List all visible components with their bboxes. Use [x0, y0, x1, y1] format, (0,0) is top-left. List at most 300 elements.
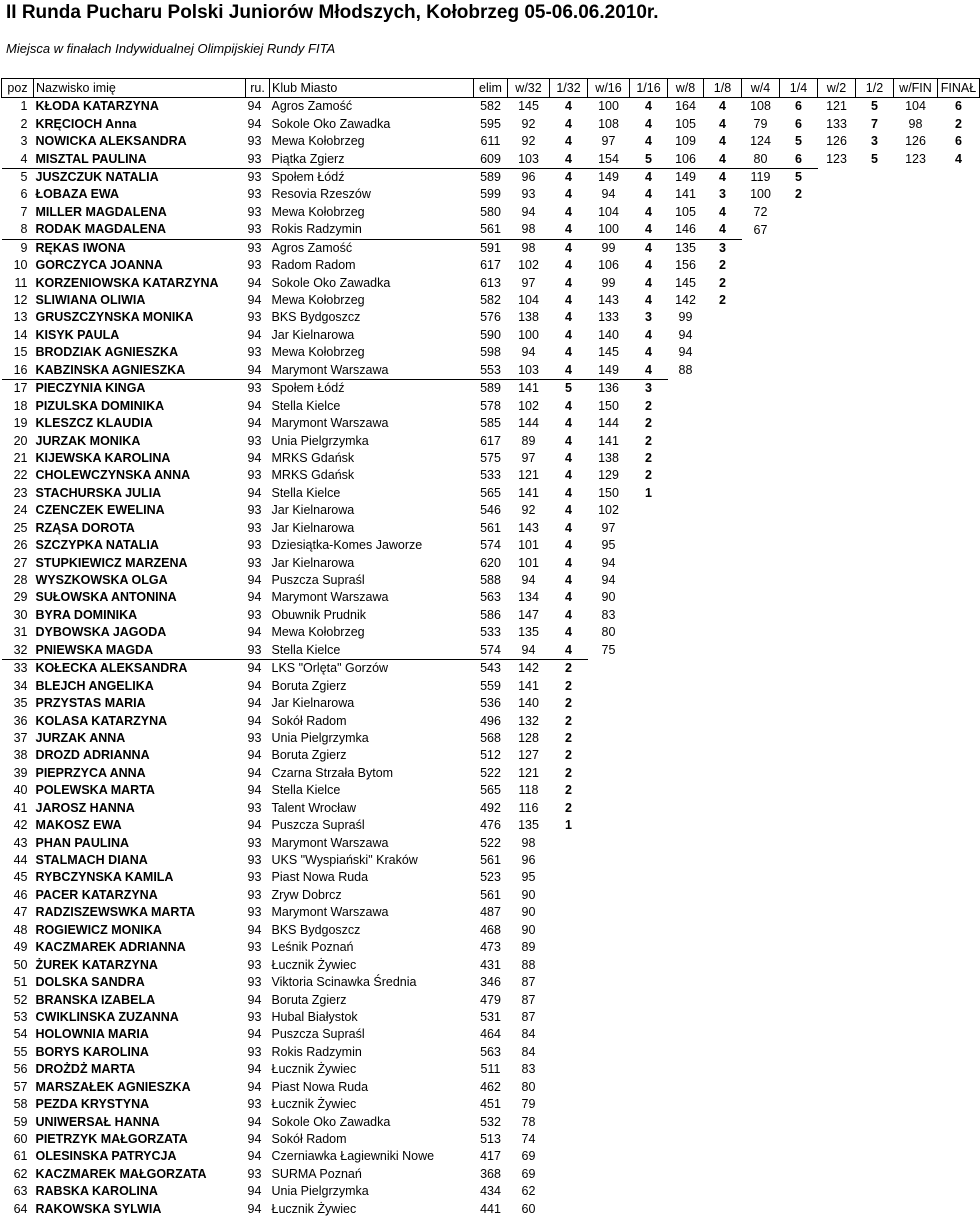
table-row — [2, 817, 980, 834]
table-cell: 620 — [480, 555, 501, 570]
table-cell — [780, 712, 818, 729]
table-row — [2, 904, 980, 921]
table-cell: DROŻDŻ MARTA — [35, 1062, 136, 1077]
table-cell — [894, 677, 938, 694]
table-cell — [704, 869, 742, 886]
table-cell — [780, 991, 818, 1008]
table-cell — [938, 991, 980, 1008]
table-cell: 94 — [247, 922, 262, 937]
table-cell — [856, 782, 894, 799]
table-cell — [668, 1113, 704, 1130]
table-cell — [630, 642, 668, 660]
table-row — [2, 730, 980, 747]
table-cell: 10 — [13, 258, 28, 273]
table-cell — [856, 1113, 894, 1130]
table-cell: 3 — [20, 134, 28, 149]
table-cell — [856, 520, 894, 537]
table-cell — [938, 817, 980, 834]
table-cell: 4 — [565, 116, 572, 131]
table-cell — [704, 765, 742, 782]
table-cell: WYSZKOWSKA OLGA — [35, 573, 168, 588]
table-cell: 4 — [645, 99, 652, 114]
table-cell: Jar Kielnarowa — [271, 696, 355, 711]
table-cell: 30 — [13, 607, 28, 622]
table-cell — [894, 1131, 938, 1148]
table-cell — [856, 204, 894, 221]
table-cell: 94 — [601, 555, 616, 570]
table-row — [2, 432, 980, 449]
column-header: 1/8 — [704, 79, 742, 98]
table-cell — [894, 765, 938, 782]
table-cell — [742, 695, 780, 712]
table-cell: Łucznik Żywiec — [271, 1201, 357, 1216]
table-cell: 4 — [565, 222, 572, 237]
table-cell — [856, 168, 894, 186]
table-cell: 14 — [13, 327, 28, 342]
table-cell — [818, 1148, 856, 1165]
table-cell — [818, 852, 856, 869]
table-cell — [856, 660, 894, 678]
table-cell — [704, 450, 742, 467]
table-cell: Sokole Oko Zawadka — [271, 275, 391, 290]
page-subtitle: Miejsca w finałach Indywidualnej Olimpijskiej Rundy FITA — [6, 41, 336, 56]
table-cell: 37 — [13, 730, 28, 745]
table-cell: 118 — [518, 783, 539, 798]
table-cell: Viktoria Scinawka Średnia — [271, 975, 417, 990]
table-cell — [550, 922, 588, 939]
table-cell: 100 — [750, 187, 771, 202]
table-cell — [780, 852, 818, 869]
table-row — [2, 642, 980, 660]
table-cell — [550, 1026, 588, 1043]
table-row — [2, 221, 980, 239]
table-cell — [704, 554, 742, 571]
table-cell: 94 — [247, 1201, 262, 1216]
table-cell — [588, 782, 630, 799]
table-cell — [818, 362, 856, 380]
table-cell — [856, 642, 894, 660]
table-cell: 89 — [521, 940, 536, 955]
table-cell — [742, 869, 780, 886]
table-cell: 4 — [565, 520, 572, 535]
table-cell — [818, 956, 856, 973]
table-cell: 108 — [598, 116, 619, 131]
table-cell: 45 — [13, 870, 28, 885]
table-cell: 93 — [247, 870, 262, 885]
table-cell: KIJEWSKA KAROLINA — [35, 450, 171, 465]
table-cell — [780, 677, 818, 694]
table-cell — [742, 607, 780, 624]
table-cell — [856, 432, 894, 449]
table-cell — [668, 939, 704, 956]
table-cell: 93 — [247, 187, 262, 202]
table-cell: 536 — [480, 696, 501, 711]
table-cell: MILLER MAGDALENA — [35, 204, 167, 219]
table-cell: 346 — [480, 975, 501, 990]
table-cell — [588, 834, 630, 851]
table-cell — [938, 257, 980, 274]
table-cell: 586 — [480, 607, 501, 622]
table-cell: 4 — [565, 187, 572, 202]
table-cell — [938, 589, 980, 606]
table-cell: 84 — [521, 1027, 536, 1042]
table-cell — [704, 572, 742, 589]
table-cell: 94 — [247, 1184, 262, 1199]
table-cell: 102 — [518, 258, 539, 273]
table-row — [2, 397, 980, 414]
table-cell: 84 — [521, 1044, 536, 1059]
table-cell: 97 — [601, 134, 616, 149]
table-cell — [588, 1183, 630, 1200]
table-cell: 553 — [480, 362, 501, 377]
table-cell: Rokis Radzymin — [271, 222, 362, 237]
table-cell — [550, 834, 588, 851]
table-row — [2, 887, 980, 904]
table-cell: Boruta Zgierz — [271, 992, 347, 1007]
table-cell — [938, 834, 980, 851]
table-cell: 26 — [13, 538, 28, 553]
table-row — [2, 450, 980, 467]
table-cell: 32 — [13, 642, 28, 657]
table-cell — [818, 589, 856, 606]
table-cell — [704, 502, 742, 519]
table-cell — [894, 1026, 938, 1043]
table-cell: ROGIEWICZ MONIKA — [35, 922, 162, 937]
table-cell — [780, 1026, 818, 1043]
table-cell: Boruta Zgierz — [271, 678, 347, 693]
table-cell: 513 — [480, 1132, 501, 1147]
table-cell — [742, 520, 780, 537]
table-cell: 599 — [480, 187, 501, 202]
table-cell: 561 — [480, 887, 501, 902]
table-row — [2, 380, 980, 398]
table-cell: 34 — [13, 678, 28, 693]
table-cell — [630, 1026, 668, 1043]
table-cell: 7 — [20, 204, 28, 219]
table-cell — [550, 869, 588, 886]
table-cell: 2 — [719, 275, 726, 290]
table-cell: 142 — [508, 660, 550, 678]
table-cell: 150 — [598, 485, 619, 500]
table-cell: 4 — [565, 345, 572, 360]
table-cell — [668, 956, 704, 973]
table-cell: 496 — [480, 713, 501, 728]
table-row — [2, 939, 980, 956]
table-cell — [668, 712, 704, 729]
table-cell — [894, 554, 938, 571]
table-cell: 11 — [14, 275, 28, 290]
table-cell — [780, 554, 818, 571]
table-cell: Piast Nowa Ruda — [271, 1079, 369, 1094]
table-cell: Boruta Zgierz — [271, 748, 347, 763]
column-header: ru. — [246, 79, 270, 98]
table-cell — [780, 1201, 818, 1218]
table-cell — [938, 1061, 980, 1078]
table-cell — [780, 922, 818, 939]
table-cell: 585 — [480, 416, 501, 431]
table-cell — [818, 397, 856, 414]
table-cell: 138 — [598, 450, 619, 465]
table-cell: 2 — [645, 398, 652, 413]
table-cell: 611 — [480, 134, 501, 149]
table-cell — [938, 974, 980, 991]
table-cell: 149 — [668, 168, 704, 186]
table-cell — [780, 309, 818, 326]
table-cell: Mewa Kołobrzeg — [271, 345, 365, 360]
table-cell — [856, 415, 894, 432]
table-cell — [938, 852, 980, 869]
table-cell: 31 — [13, 625, 28, 640]
table-cell: 434 — [480, 1184, 501, 1199]
table-cell: 23 — [13, 485, 28, 500]
table-cell — [704, 344, 742, 361]
table-cell — [668, 1148, 704, 1165]
table-cell — [742, 415, 780, 432]
table-cell — [742, 1166, 780, 1183]
table-cell: 4 — [719, 134, 726, 149]
table-cell — [856, 1201, 894, 1218]
table-cell: 134 — [518, 590, 539, 605]
table-cell — [704, 887, 742, 904]
column-header: 1/4 — [780, 79, 818, 98]
table-cell: 559 — [480, 678, 501, 693]
table-cell — [856, 607, 894, 624]
table-cell: STUPKIEWICZ MARZENA — [35, 555, 188, 570]
table-cell — [704, 1026, 742, 1043]
table-cell — [742, 292, 780, 309]
table-cell — [938, 1026, 980, 1043]
table-cell — [818, 922, 856, 939]
table-cell — [742, 589, 780, 606]
table-cell: 4 — [704, 168, 742, 186]
table-cell: 4 — [565, 204, 572, 219]
table-cell — [668, 834, 704, 851]
table-cell: 94 — [247, 327, 262, 342]
table-cell: 78 — [521, 1114, 536, 1129]
table-cell: Puszcza Supraśl — [271, 1027, 365, 1042]
table-cell — [588, 956, 630, 973]
table-cell — [668, 747, 704, 764]
table-cell: 25 — [13, 520, 28, 535]
table-cell — [742, 1044, 780, 1061]
table-cell: 22 — [13, 468, 28, 483]
table-cell: Marymont Warszawa — [271, 905, 389, 920]
table-cell — [938, 712, 980, 729]
table-cell: 98 — [908, 116, 923, 131]
table-cell — [938, 782, 980, 799]
table-cell — [856, 852, 894, 869]
table-cell — [742, 1113, 780, 1130]
table-cell — [856, 572, 894, 589]
table-cell — [704, 956, 742, 973]
table-cell — [894, 1009, 938, 1026]
table-cell — [704, 485, 742, 502]
table-cell — [856, 485, 894, 502]
table-cell — [894, 730, 938, 747]
table-cell — [704, 834, 742, 851]
table-cell — [704, 1148, 742, 1165]
table-cell — [668, 624, 704, 641]
table-cell — [742, 834, 780, 851]
table-cell — [704, 695, 742, 712]
table-cell — [894, 642, 938, 660]
table-cell: 578 — [480, 398, 501, 413]
table-cell — [894, 922, 938, 939]
table-cell: 561 — [480, 222, 501, 237]
table-cell — [588, 991, 630, 1008]
column-header: 1/32 — [550, 79, 588, 98]
table-cell: 533 — [480, 468, 501, 483]
table-cell: 5 — [795, 134, 802, 149]
table-cell: 145 — [598, 345, 619, 360]
table-cell: 49 — [13, 940, 28, 955]
table-cell: 6 — [795, 116, 802, 131]
table-cell: 613 — [480, 275, 501, 290]
table-cell — [630, 1131, 668, 1148]
table-cell: 94 — [247, 99, 262, 114]
table-cell — [588, 1044, 630, 1061]
table-cell — [588, 974, 630, 991]
table-cell: 94 — [247, 1132, 262, 1147]
table-cell — [630, 607, 668, 624]
table-cell: 142 — [675, 293, 696, 308]
table-cell — [742, 887, 780, 904]
table-cell: MISZTAL PAULINA — [35, 151, 147, 166]
table-cell: 141 — [675, 187, 696, 202]
table-cell: Jar Kielnarowa — [271, 327, 355, 342]
table-cell: 574 — [480, 642, 501, 657]
table-cell — [780, 327, 818, 344]
table-cell: 417 — [480, 1149, 501, 1164]
table-cell: 468 — [480, 922, 501, 937]
table-cell: 94 — [247, 992, 262, 1007]
table-row — [2, 485, 980, 502]
table-cell — [818, 432, 856, 449]
table-cell: Mewa Kołobrzeg — [271, 204, 365, 219]
table-cell — [938, 624, 980, 641]
table-cell — [630, 520, 668, 537]
table-cell: 40 — [13, 783, 28, 798]
table-cell: 4 — [645, 258, 652, 273]
table-cell: 80 — [521, 1079, 536, 1094]
table-cell: 42 — [13, 818, 28, 833]
table-cell — [668, 450, 704, 467]
table-cell — [938, 415, 980, 432]
table-cell — [818, 1201, 856, 1218]
table-cell — [630, 817, 668, 834]
table-cell: 47 — [13, 905, 28, 920]
table-cell: 56 — [13, 1062, 28, 1077]
table-cell — [856, 380, 894, 398]
table-cell — [856, 1044, 894, 1061]
table-cell: 123 — [905, 151, 926, 166]
table-cell: PIECZYNIA KINGA — [34, 380, 246, 398]
table-cell: 92 — [521, 503, 536, 518]
table-cell: 2 — [565, 713, 572, 728]
table-cell — [630, 1166, 668, 1183]
table-cell — [704, 939, 742, 956]
table-cell — [938, 1009, 980, 1026]
table-cell: 582 — [480, 99, 501, 114]
table-cell — [818, 554, 856, 571]
table-cell: 94 — [521, 573, 536, 588]
table-cell — [856, 257, 894, 274]
table-cell: 24 — [13, 503, 28, 518]
table-cell — [742, 991, 780, 1008]
table-cell: 93 — [247, 503, 262, 518]
column-header: FINAŁ — [938, 79, 980, 98]
table-cell — [742, 537, 780, 554]
table-row — [2, 362, 980, 380]
table-cell — [856, 1079, 894, 1096]
table-cell — [704, 607, 742, 624]
table-cell — [742, 1148, 780, 1165]
table-cell — [780, 834, 818, 851]
table-cell: 121 — [518, 468, 539, 483]
table-cell: MARSZAŁEK AGNIESZKA — [35, 1079, 191, 1094]
table-row — [2, 624, 980, 641]
table-cell: 93 — [247, 1166, 262, 1181]
table-cell: Mewa Kołobrzeg — [271, 625, 365, 640]
table-cell: 104 — [518, 293, 539, 308]
table-cell: 135 — [518, 818, 539, 833]
table-row — [2, 186, 980, 203]
table-cell — [630, 1044, 668, 1061]
table-cell — [818, 991, 856, 1008]
table-row — [2, 344, 980, 361]
table-cell — [856, 554, 894, 571]
table-cell — [630, 730, 668, 747]
table-cell — [780, 1044, 818, 1061]
table-cell — [856, 887, 894, 904]
table-cell — [780, 817, 818, 834]
table-cell — [668, 572, 704, 589]
table-cell — [818, 1009, 856, 1026]
table-cell: 94 — [678, 327, 693, 342]
table-cell — [704, 1113, 742, 1130]
table-cell — [780, 485, 818, 502]
table-cell — [856, 730, 894, 747]
table-cell: 15 — [13, 345, 28, 360]
table-row — [2, 1079, 980, 1096]
column-header: elim — [474, 79, 508, 98]
table-cell: 98 — [508, 239, 550, 257]
table-cell: 2 — [565, 800, 572, 815]
table-cell: Sokół Radom — [271, 713, 347, 728]
table-cell: 93 — [247, 222, 262, 237]
table-row — [2, 869, 980, 886]
table-cell — [742, 1079, 780, 1096]
table-cell — [630, 554, 668, 571]
table-cell — [704, 922, 742, 939]
table-cell — [894, 362, 938, 380]
table-cell — [630, 904, 668, 921]
table-cell: 75 — [601, 643, 616, 658]
table-cell — [550, 1061, 588, 1078]
table-cell — [742, 239, 780, 257]
table-cell: 617 — [480, 433, 501, 448]
table-cell: 52 — [13, 992, 28, 1007]
table-cell: 93 — [247, 642, 262, 657]
table-cell — [550, 939, 588, 956]
table-cell: 94 — [247, 398, 262, 413]
table-cell: 4 — [645, 222, 652, 237]
table-cell — [550, 1079, 588, 1096]
table-cell — [550, 1201, 588, 1218]
table-cell: 21 — [13, 450, 28, 465]
table-cell: 124 — [750, 134, 771, 149]
table-cell — [742, 502, 780, 519]
